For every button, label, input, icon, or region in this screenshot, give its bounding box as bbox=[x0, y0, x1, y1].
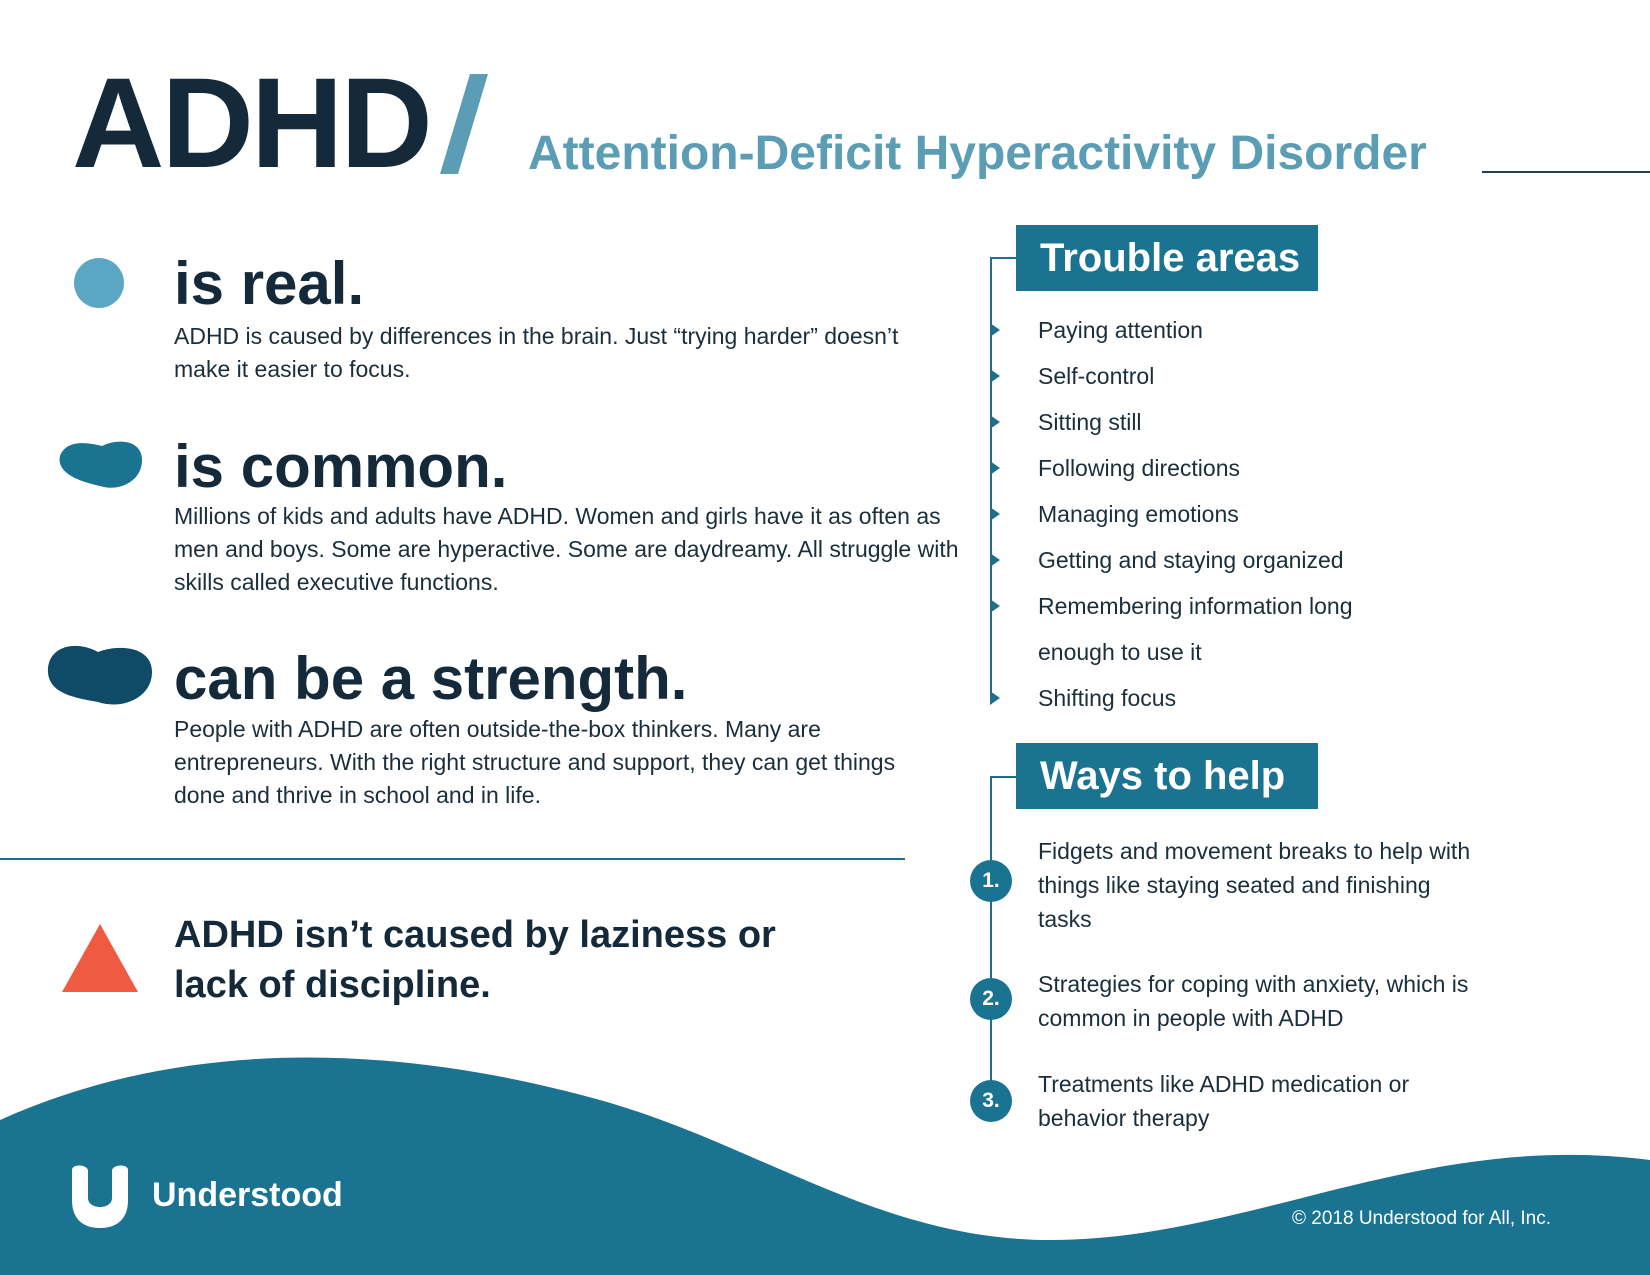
page-subtitle: Attention-Deficit Hyperactivity Disorder bbox=[528, 127, 1427, 180]
footer-wave bbox=[0, 1050, 1650, 1275]
bullet-arrow-icon bbox=[990, 415, 1000, 429]
trouble-item: Shifting focus bbox=[1038, 685, 1177, 711]
page-title-abbreviation: ADHD bbox=[72, 52, 430, 195]
circle-shape bbox=[74, 258, 124, 308]
title-slash bbox=[440, 74, 488, 174]
trouble-areas-connector bbox=[990, 257, 1016, 259]
statement-body-real: ADHD is caused by differences in the brain. Just “trying harder” doesn’t make it easier to focus. bbox=[174, 323, 899, 382]
step-number-badge: 1. bbox=[970, 860, 1012, 902]
section-divider bbox=[0, 858, 905, 860]
statement-body-common: Millions of kids and adults have ADHD. Women and girls have it as often as men and boys. Some are hyperactive. Some are daydreamy. All struggle with skills called executive functions. bbox=[174, 503, 959, 595]
ways-to-help-header bbox=[1016, 743, 1318, 809]
help-item: Treatments like ADHD medication or behavior therapy bbox=[1038, 1071, 1410, 1131]
trouble-item: Self-control bbox=[1038, 363, 1155, 389]
ways-to-help-connector bbox=[990, 776, 1016, 778]
statement-heading-real: is real. bbox=[174, 250, 365, 317]
bullet-arrow-icon bbox=[990, 691, 1000, 705]
understood-logo-icon bbox=[66, 1162, 134, 1230]
bullet-arrow-icon bbox=[990, 461, 1000, 475]
trouble-item: Remembering information long bbox=[1038, 593, 1353, 619]
trouble-areas-header bbox=[1016, 225, 1318, 291]
triangle-shape bbox=[62, 924, 138, 992]
bullet-arrow-icon bbox=[990, 507, 1000, 521]
trouble-areas-title: Trouble areas bbox=[1040, 236, 1301, 280]
bullet-arrow-icon bbox=[990, 369, 1000, 383]
bullet-arrow-icon bbox=[990, 553, 1000, 567]
brand-name: Understood bbox=[152, 1176, 343, 1214]
ways-to-help-title: Ways to help bbox=[1040, 754, 1286, 798]
myth-statement: ADHD isn’t caused by laziness or lack of discipline. bbox=[174, 914, 776, 1006]
bullet-arrow-icon bbox=[990, 599, 1000, 613]
trouble-item: Following directions bbox=[1038, 455, 1240, 481]
help-item: Fidgets and movement breaks to help with things like staying seated and finishing tasks bbox=[1038, 838, 1471, 932]
help-item: Strategies for coping with anxiety, which is common in people with ADHD bbox=[1038, 971, 1469, 1031]
statement-heading-strength: can be a strength. bbox=[174, 645, 688, 712]
blob-shape-small bbox=[56, 436, 144, 492]
trouble-item: Getting and staying organized bbox=[1038, 547, 1344, 573]
trouble-item: Sitting still bbox=[1038, 409, 1142, 435]
blob-shape-large bbox=[46, 640, 154, 710]
step-number-badge: 2. bbox=[970, 978, 1012, 1020]
bullet-arrow-icon bbox=[990, 323, 1000, 337]
trouble-item-continued: enough to use it bbox=[1038, 639, 1202, 665]
header-rule bbox=[1482, 171, 1650, 173]
statement-heading-common: is common. bbox=[174, 433, 508, 500]
ways-to-help-line bbox=[990, 776, 992, 1096]
copyright-text: © 2018 Understood for All, Inc. bbox=[1292, 1208, 1552, 1229]
statement-body-strength: People with ADHD are often outside-the-box thinkers. Many are entrepreneurs. With the right structure and support, they can get things done and thrive in school and in life. bbox=[174, 716, 896, 808]
trouble-item: Managing emotions bbox=[1038, 501, 1239, 527]
step-number-badge: 3. bbox=[970, 1080, 1012, 1122]
trouble-item: Paying attention bbox=[1038, 317, 1203, 343]
